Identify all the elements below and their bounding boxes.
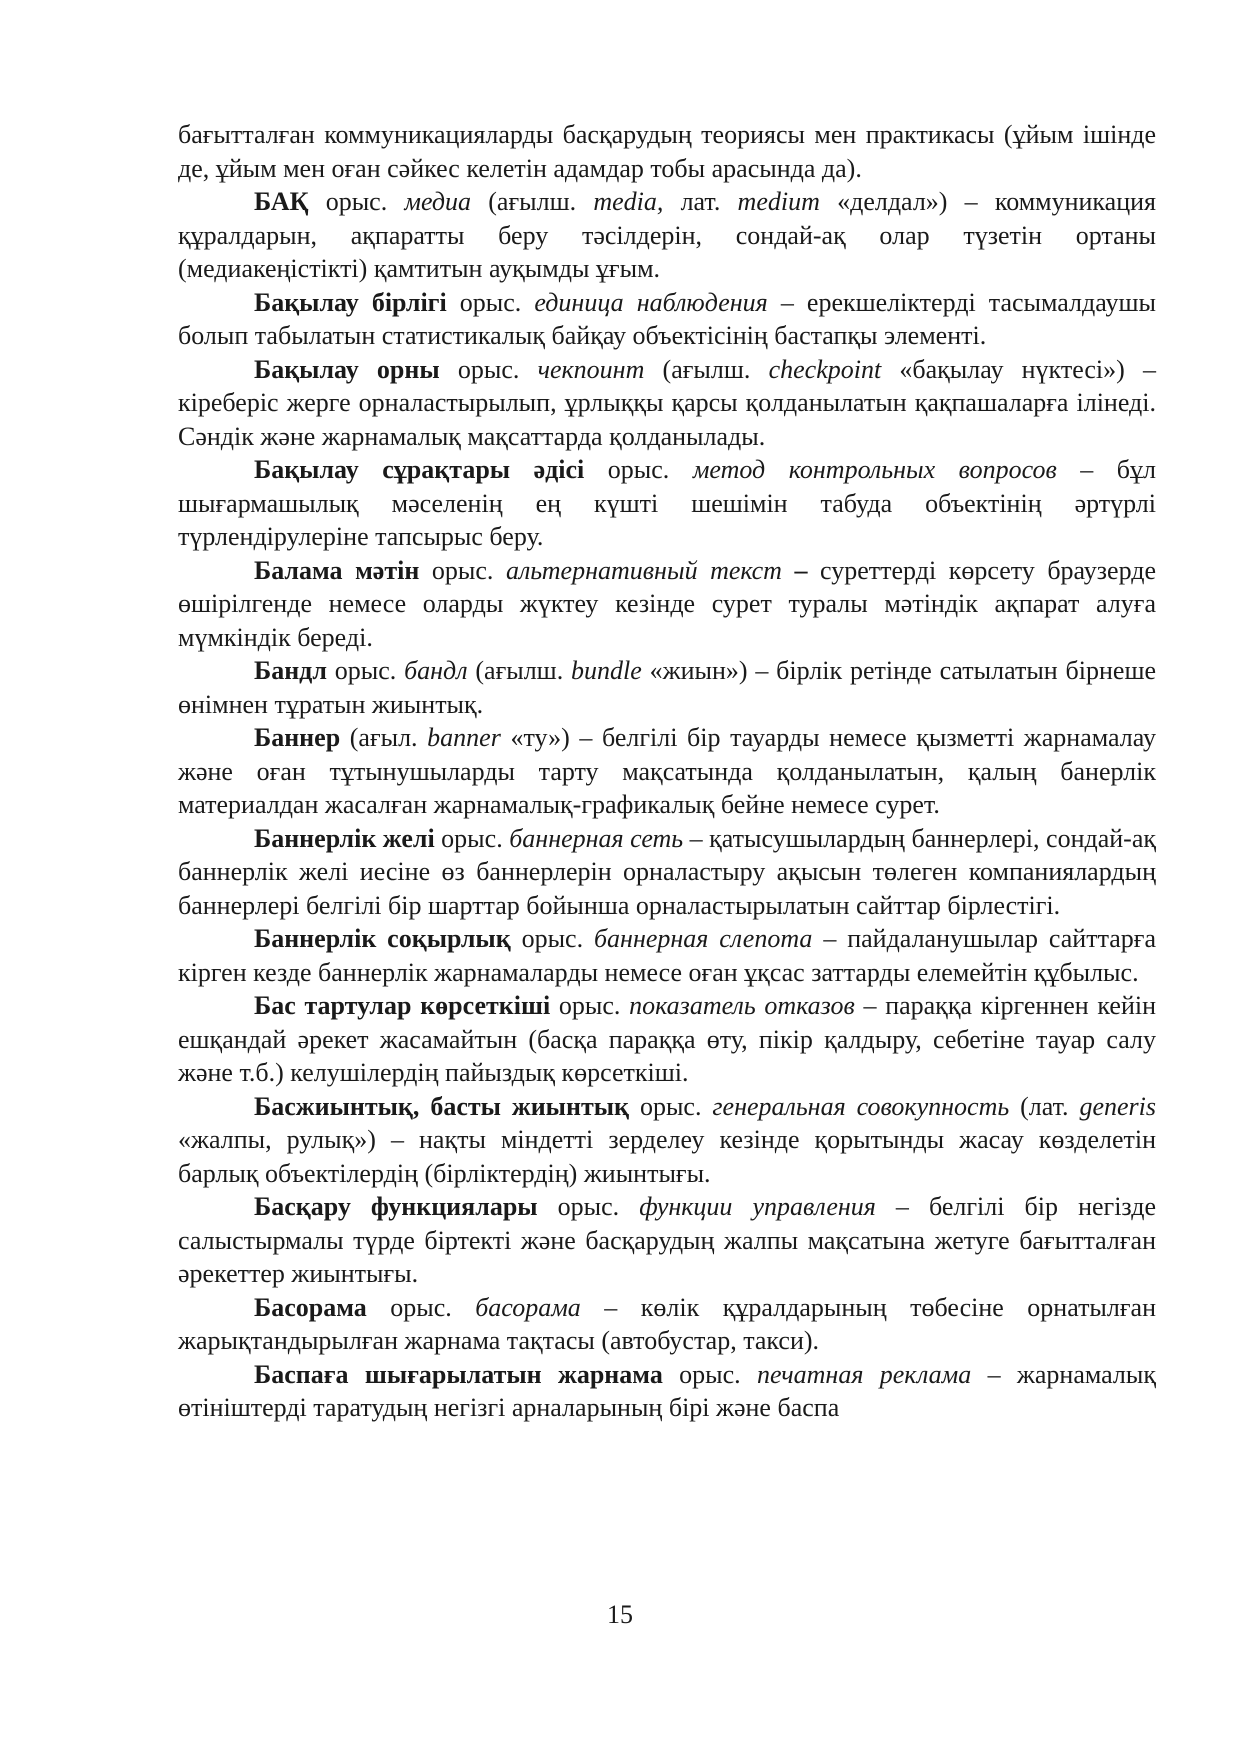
ru-term: чекпоинт	[537, 354, 645, 384]
entry-term: Баннерлік соқырлық	[254, 924, 511, 953]
entry-bannerlik-sokyrlyk	[178, 922, 1156, 989]
ru-term: функции управления	[639, 1192, 876, 1221]
definition: – ерекшеліктерді тасымалдаушы болып табылатын статистикалық байқау объектісінің бастапқы элементі.	[178, 287, 1156, 350]
entry-baskaru-funktsiyalary	[178, 1190, 1156, 1291]
ru-term: басорама	[475, 1292, 581, 1322]
entry-term: Бақылау орны	[254, 354, 440, 384]
definition: – көлік құралдарының төбесіне орнатылған жарықтандырылған жарнама тақтасы (автобустар, такси).	[178, 1292, 1156, 1355]
entry-bak	[178, 185, 1156, 286]
source-prefix: (ағылш.	[644, 354, 769, 384]
definition: «жалпы, рулық») – нақты міндетті зерделеу кезінде қорытынды жасау көзделетін барлық объектілердің (бірліктердің) жиынтығы.	[178, 1125, 1156, 1188]
en-term: media,	[593, 187, 664, 216]
entry-term: Баспаға шығарылатын жарнама	[254, 1359, 663, 1389]
ru-prefix: орыс.	[446, 287, 535, 317]
ru-prefix: орыс.	[510, 924, 594, 953]
source-prefix: (ағыл.	[340, 723, 428, 752]
entry-term: Басорама	[254, 1292, 367, 1322]
entry-term: Баннерлік желі	[254, 823, 435, 853]
entry-term: Бақылау сұрақтары әдісі	[254, 455, 585, 484]
en-term: checkpoint	[768, 354, 882, 384]
definition: – қатысушылардың баннерлері, сондай-ақ баннерлік желі иесіне өз баннерлерін орналастыру ақысын төлеген компаниялардың баннерлері белгілі бір шарттар бойынша орналастырылатын сайттар бірлестігі.	[178, 823, 1156, 920]
ru-prefix: орыс.	[537, 1192, 640, 1221]
definition: – параққа кіргеннен кейін ешқандай әрекет жасамайтын (басқа параққа өту, пікір қалдыру, себетіне тауар салу және т.б.) келушілердің пайыздық көрсеткіші.	[178, 991, 1156, 1087]
definition: – бұл шығармашылық мәселенің ең күшті шешімін табуда объектінің әртүрлі түрлендірулеріне тапсырыс беру.	[178, 455, 1157, 551]
ru-term: метод контрольных вопросов	[692, 455, 1057, 484]
entry-bandl	[178, 654, 1156, 721]
ru-term: печатная реклама	[757, 1359, 972, 1389]
document-body	[178, 118, 1156, 1425]
ru-term: генеральная совокупность	[712, 1091, 1010, 1121]
ru-term: медиа	[404, 187, 472, 216]
latin-term: medium	[737, 187, 820, 216]
intro-paragraph: бағытталған коммуникацияларды басқарудың теориясы мен практикасы (ұйым ішінде де, ұйым мен оған сәйкес келетін адамдар тобы арасында да).	[178, 120, 1156, 183]
source-prefix: (ағылш.	[467, 656, 572, 685]
ru-prefix: орыс.	[366, 1292, 476, 1322]
definition: «жиын») – бірлік ретінде сатылатын бірнеше өнімнен тұратын жиынтық.	[178, 656, 1157, 719]
ru-term: баннерная слепота	[593, 924, 813, 953]
ru-prefix: орыс.	[439, 354, 538, 384]
ru-prefix: орыс.	[550, 991, 630, 1020]
entry-baspaga-shygarylatyn	[178, 1358, 1156, 1425]
definition: – белгілі бір негізде салыстырмалы түрде біртекті және басқарудың жалпы мақсатына жетуге бағытталған әрекеттер жиынтығы.	[178, 1192, 1156, 1288]
en-term: bundle	[571, 656, 642, 685]
latin-prefix: лат.	[663, 187, 738, 216]
definition: суреттерді көрсету браузерде өшірілгенде немесе оларды жүктеу кезінде сурет туралы мәтіндік ақпарат алуға мүмкіндік береді.	[178, 555, 1157, 652]
entry-term: Бас тартулар көрсеткіші	[254, 991, 551, 1020]
entry-term: Баннер	[254, 723, 341, 752]
entry-term: Балама мәтін	[254, 555, 420, 585]
ru-prefix: орыс.	[629, 1091, 713, 1121]
entry-balama-matin	[178, 554, 1156, 655]
definition: – пайдаланушылар сайттарға кірген кезде баннерлік жарнамаларды немесе оған ұқсас заттарды елемейтін құбылыс.	[178, 924, 1156, 987]
definition: «делдал») – коммуникация құралдарын, ақпаратты беру тәсілдерін, сондай-ақ олар түзетін ортаны (медиакеңістікті) қамтитын ауқымды ұғым.	[178, 187, 1156, 283]
entry-bakylau-birligi	[178, 286, 1156, 353]
ru-term: баннерная сеть	[509, 823, 684, 853]
page-number: 15	[607, 1600, 633, 1629]
ru-prefix: орыс.	[326, 656, 405, 685]
source-prefix: (ағылш.	[471, 187, 594, 216]
entry-term: Басқару функциялары	[254, 1192, 538, 1221]
entry-term: БАҚ	[254, 187, 309, 216]
definition: – жарнамалық өтініштерді таратудың негізгі арналарының бірі және баспа	[178, 1359, 1157, 1422]
source-prefix: (лат.	[1009, 1091, 1080, 1121]
entry-term: Басжиынтық, басты жиынтық	[254, 1091, 630, 1121]
ru-term: альтернативный текст	[505, 555, 782, 585]
ru-prefix: орыс.	[419, 555, 506, 585]
definition: «ту») – белгілі бір тауарды немесе қызметті жарнамалау және оған тұтынушыларды тарту мақсатында қолданылатын, қалың банерлік материалдан жасалған жарнамалық-графикалық бейне немесе сурет.	[178, 723, 1156, 819]
latin-term: generis	[1079, 1091, 1156, 1121]
ru-prefix: орыс.	[662, 1359, 758, 1389]
ru-term: показатель отказов	[629, 991, 855, 1020]
entry-bannerlik-zheli	[178, 822, 1156, 923]
entry-term: Бақылау бірлігі	[254, 287, 447, 317]
entry-baszhiyntyk	[178, 1090, 1156, 1191]
en-term: banner	[427, 723, 501, 752]
entry-bakylau-suraktary	[178, 453, 1156, 554]
entry-term: Бандл	[254, 656, 327, 685]
entry-basorama	[178, 1291, 1156, 1358]
ru-term: единица наблюдения	[534, 287, 768, 317]
bold-dash: –	[781, 555, 808, 585]
definition: «бақылау нүктесі») – кіреберіс жерге орналастырылып, ұрлыққы қарсы қолданылатын қақпашаларға ілінеді. Сәндік және жарнамалық мақсаттарда қолданылады.	[178, 354, 1156, 451]
entry-bakylau-orny	[178, 353, 1156, 454]
ru-prefix: орыс.	[308, 187, 405, 216]
entry-banner	[178, 721, 1156, 822]
entry-bas-tartular	[178, 989, 1156, 1090]
ru-term: бандл	[404, 656, 468, 685]
ru-prefix: орыс.	[584, 455, 693, 484]
ru-prefix: орыс.	[434, 823, 510, 853]
